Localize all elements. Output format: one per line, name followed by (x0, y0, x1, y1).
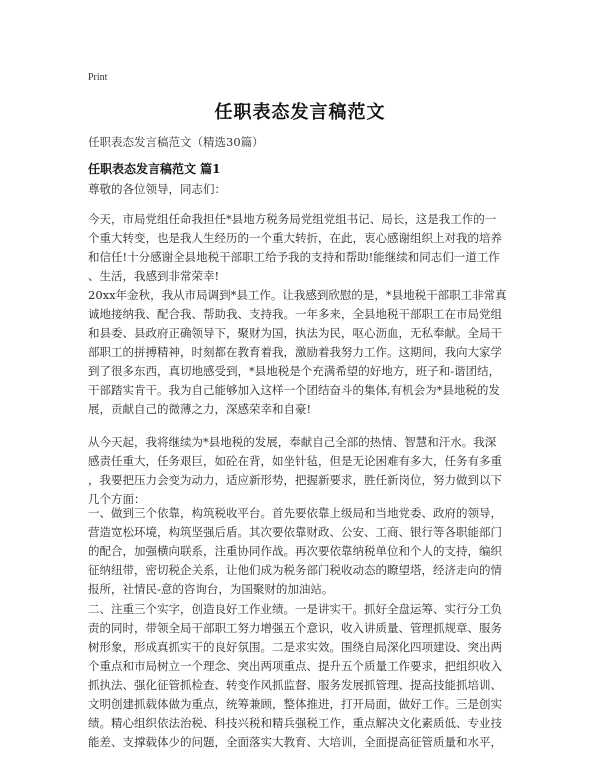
text-line: 营造宽松环境，构筑坚强后盾。其次要依靠财政、公安、工商、银行等各职能部门 (88, 525, 502, 539)
text-line: 二、注重三个实字，创造良好工作业绩。一是讲实干。抓好全盘运筹、实行分工负 (88, 602, 502, 616)
text-line: 展，贡献自己的微薄之力，深感荣幸和自豪! (88, 402, 312, 416)
text-line: 诚地接纳我、配合我、帮助我、支持我。一年多来，全县地税干部职工在市局党组 (88, 307, 502, 321)
text-line: 今天，市局党组任命我担任*县地方税务局党组党组书记、局长，这是我工作的一 (88, 212, 497, 226)
text-line: 抓执法、强化征管抓检查、转变作风抓监督、服务发展抓管理、提高技能抓培训、 (88, 678, 502, 692)
text-line: 干部踏实肯干。我为自己能够加入这样一个团结奋斗的集体,有机会为*县地税的发 (88, 383, 500, 397)
paragraph-point-one (88, 504, 516, 599)
text-line: 征纳纽带，密切税企关系，让他们成为税务部门税收动态的瞭望塔，经济走向的情 (88, 563, 502, 577)
text-line: 树形象，形成真抓实干的良好氛围。二是求实效。围绕自局深化四项建设、突出两 (88, 640, 502, 654)
text-line: ，我要把压力会变为动力，适应新形势，把握新要求，胜任新岗位，努力做到以下 (88, 473, 502, 487)
text-line: 个重大转变，也是我人生经历的一个重大转折，在此，衷心感谢组织上对我的培养 (88, 231, 502, 245)
text-line: 到了很多东西，真切地感受到，*县地税是个充满希望的好地方，班子和-谐团结， (88, 364, 501, 378)
text-line: 报所，社情民-意的咨询台，为国聚财的加油站。 (88, 582, 334, 596)
paragraph-greeting (88, 180, 516, 199)
page-title: 任职表态发言稿范文 (214, 102, 386, 123)
text-line: 感责任重大，任务艰巨，如砼在背，如坐针毡，但是无论困难有多大，任务有多重 (88, 454, 502, 468)
text-line: 从今天起，我将继续为*县地税的发展，奉献自己全部的热情、智慧和汗水。我深 (88, 435, 497, 449)
text-line: 个重点和市局树立一个理念、突出两项重点、提升五个质量工作要求，把组织收入 (88, 659, 502, 673)
text-line: 尊敬的各位领导，同志们： (88, 182, 226, 196)
text-line: 能差、支撑载体少的问题，全面落实大教育、大培训，全面提高征管质量和水平， (88, 735, 502, 749)
text-line: 20xx年金秋，我从市局调到*县工作。让我感到欣慰的是，*县地税干部职工非常真 (88, 288, 507, 302)
document-subtitle: 任职表态发言稿范文（精选30篇） (88, 135, 264, 149)
text-line: 绩。精心组织依法治税、科技兴税和精兵强税工作，重点解决文化素质低、专业技 (88, 716, 502, 730)
print-link[interactable]: Print (88, 72, 108, 83)
text-line: 部职工的拼搏精神，时刻都在教育着我，激励着我努力工作。这期间，我向大家学 (88, 345, 502, 359)
text-line: 和县委、县政府正确领导下，聚财为国，执法为民，呕心沥血，无私奉献。全局干 (88, 326, 502, 340)
text-line: 一、做到三个依靠，构筑税收平台。首先要依靠上级局和当地党委、政府的领导， (88, 506, 502, 520)
text-line: 几个方面： (88, 492, 146, 506)
paragraph-experience (88, 286, 516, 419)
text-line: 、生活，我感到非常荣幸! (88, 269, 220, 283)
text-line: 文明创建抓载体做为重点，统筹兼顾，整体推进，打开局面，做好工作。三是创实 (88, 697, 502, 711)
paragraph-point-two (88, 600, 516, 752)
paragraph-appointment (88, 210, 516, 286)
text-line: 的配合，加强横向联系，注重协同作战。再次要依靠纳税单位和个人的支持，编织 (88, 544, 502, 558)
section-heading: 任职表态发言稿范文 篇1 (88, 162, 221, 176)
text-line: 责的同时，带领全局干部职工努力增强五个意识，收入讲质量、管理抓规章、服务 (88, 621, 502, 635)
paragraph-commitment (88, 433, 516, 509)
text-line: 和信任!十分感谢全县地税干部职工给予我的支持和帮助!能继续和同志们一道工作 (88, 250, 500, 264)
